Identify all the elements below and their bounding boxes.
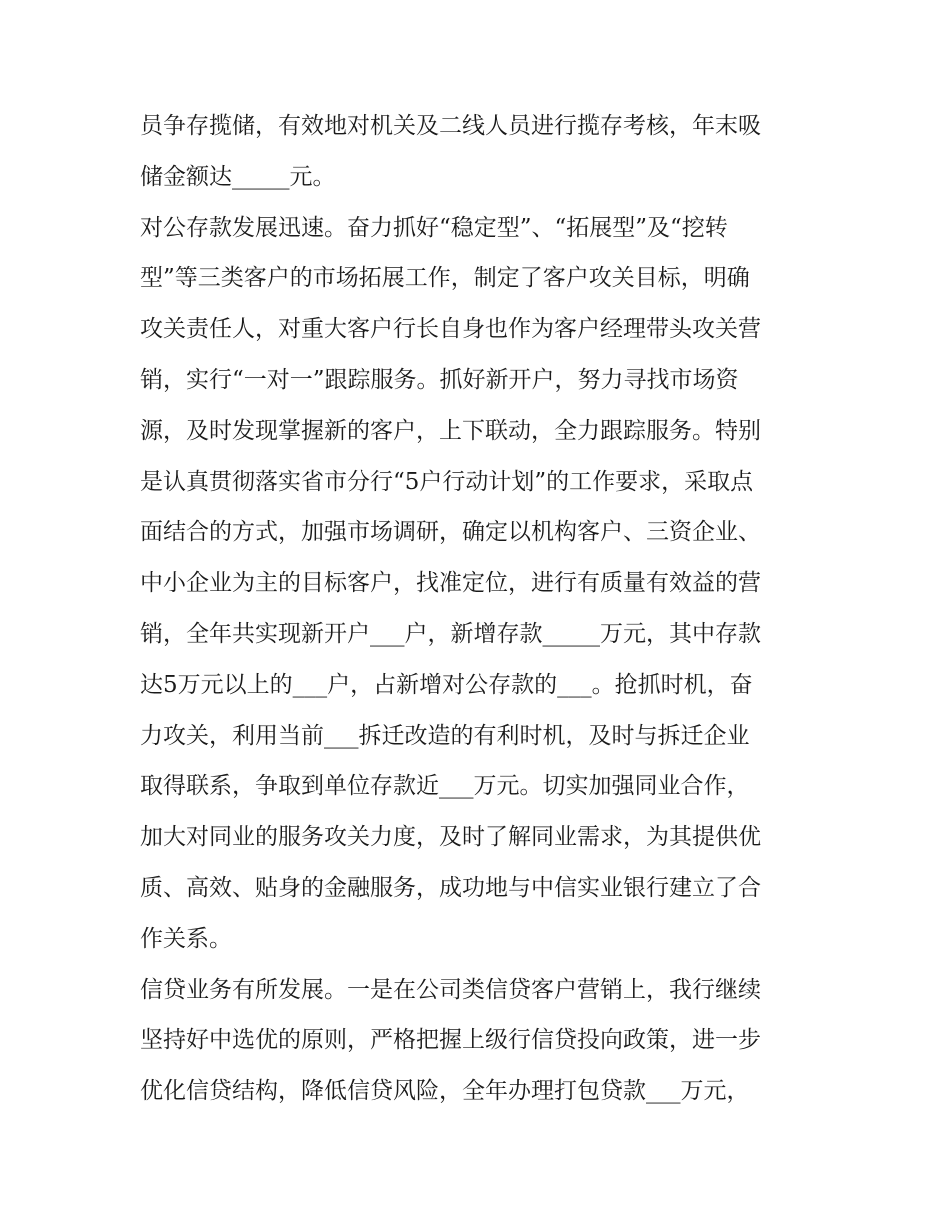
text-line: 是认真贯彻落实省市分行“5户行动计划”的工作要求，采取点 [140,468,754,495]
text-line: 加大对同业的服务攻关力度，及时了解同业需求，为其提供优 [140,824,761,851]
text-line: 面结合的方式，加强市场调研，确定以机构客户、三资企业、 [140,519,761,546]
text-line: 对公存款发展迅速。奋力抓好“稳定型”、“拓展型”及“挖转 [140,214,728,241]
text-line: 信贷业务有所发展。一是在公司类信贷客户营销上，我行继续 [140,976,761,1003]
text-line: 源，及时发现掌握新的客户，上下联动，全力跟踪服务。特别 [140,417,761,444]
text-line: 中小企业为主的目标客户，找准定位，进行有质量有效益的营 [140,570,761,597]
text-line: 达5万元以上的___户，占新增对公存款的___。抢抓时机，奋 [140,671,753,698]
text-line: 力攻关，利用当前___拆迁改造的有利时机，及时与拆迁企业 [140,722,750,749]
text-line: 销，全年共实现新开户___户，新增存款_____万元，其中存款 [140,620,761,647]
text-line: 销，实行“一对一”跟踪服务。抓好新开户，努力寻找市场资 [140,366,739,393]
text-line: 储金额达_____元。 [140,163,336,190]
text-line: 攻关责任人，对重大客户行长自身也作为客户经理带头攻关营 [140,316,761,343]
text-line: 取得联系，争取到单位存款近___万元。切实加强同业合作， [140,773,750,800]
body-text [140,101,820,1117]
text-line: 型”等三类客户的市场拓展工作，制定了客户攻关目标，明确 [140,265,750,292]
text-line: 优化信贷结构，降低信贷风险，全年办理打包贷款___万元， [140,1078,750,1105]
text-line: 质、高效、贴身的金融服务，成功地与中信实业银行建立了合 [140,874,761,901]
text-line: 员争存揽储，有效地对机关及二线人员进行揽存考核，年末吸 [140,113,761,139]
text-line: 作关系。 [140,925,232,952]
text-line: 坚持好中选优的原则，严格把握上级行信贷投向政策，进一步 [140,1027,761,1054]
